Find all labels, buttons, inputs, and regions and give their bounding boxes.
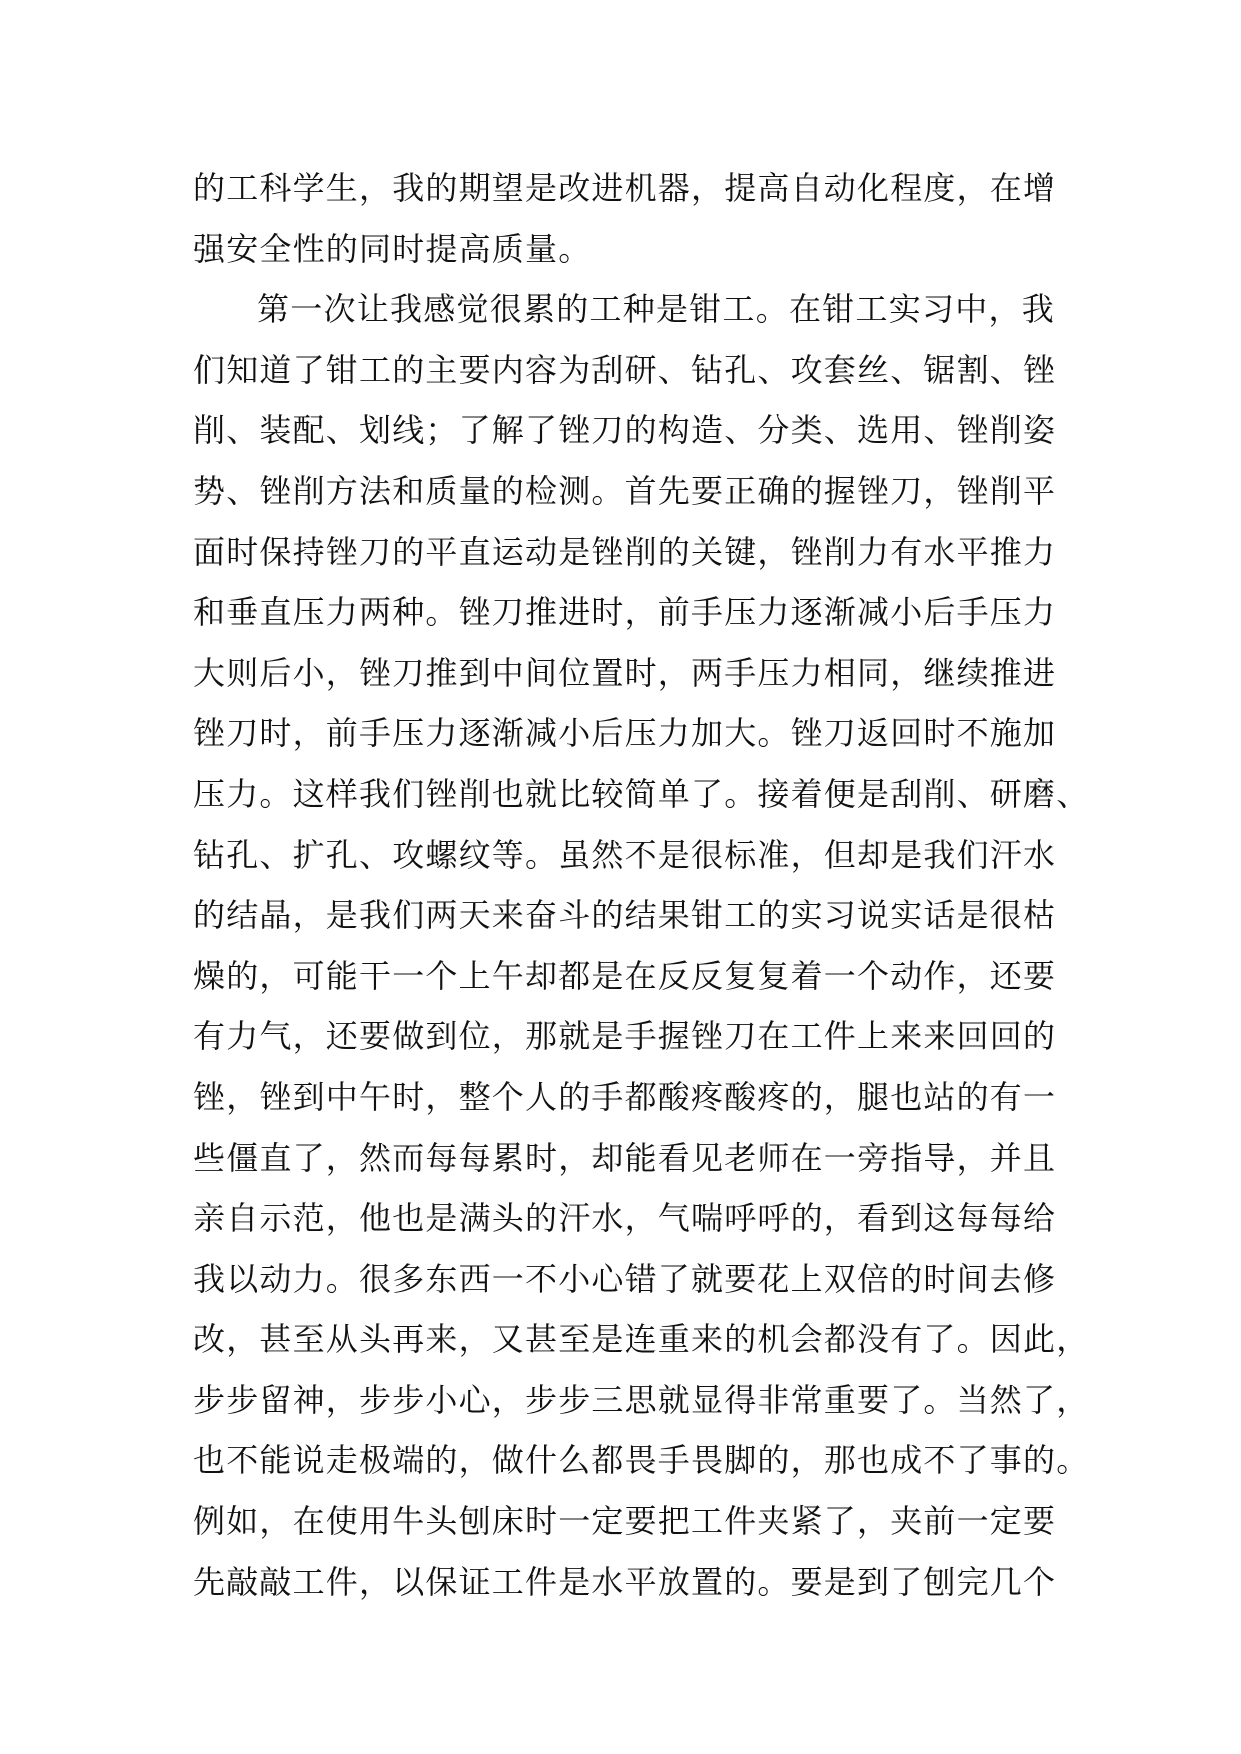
- text-line: 第一次让我感觉很累的工种是钳工。在钳工实习中，我: [257, 290, 1055, 329]
- text-line: 钻孔、扩孔、攻螺纹等。虽然不是很标准，但却是我们汗水: [193, 835, 1057, 874]
- text-line: 亲自示范，他也是满头的汗水，气喘呼呼的，看到这每每给: [193, 1199, 1057, 1238]
- text-line: 压力。这样我们锉削也就比较简单了。接着便是刮削、研磨、: [193, 774, 1090, 813]
- text-line: 面时保持锉刀的平直运动是锉削的关键，锉削力有水平推力: [193, 532, 1057, 571]
- text-line: 也不能说走极端的，做什么都畏手畏脚的，那也成不了事的。: [193, 1441, 1090, 1480]
- text-line: 有力气，还要做到位，那就是手握锉刀在工件上来来回回的: [193, 1017, 1057, 1056]
- text-line: 锉刀时，前手压力逐渐减小后压力加大。锉刀返回时不施加: [193, 714, 1057, 753]
- text-line: 大则后小，锉刀推到中间位置时，两手压力相同，继续推进: [193, 653, 1057, 692]
- text-line: 先敲敲工件，以保证工件是水平放置的。要是到了刨完几个: [193, 1562, 1057, 1601]
- text-line: 改，甚至从头再来，又甚至是连重来的机会都没有了。因此，: [193, 1320, 1090, 1359]
- text-line: 步步留神，步步小心，步步三思就显得非常重要了。当然了，: [193, 1380, 1090, 1419]
- text-line: 我以动力。很多东西一不小心错了就要花上双倍的时间去修: [193, 1259, 1057, 1298]
- text-line: 和垂直压力两种。锉刀推进时，前手压力逐渐减小后手压力: [193, 593, 1057, 632]
- text-line: 燥的，可能干一个上午却都是在反反复复着一个动作，还要: [193, 956, 1057, 995]
- paragraph-1: [193, 158, 1055, 279]
- text-line: 强安全性的同时提高质量。: [193, 229, 592, 268]
- paragraph-2: [193, 279, 1090, 1612]
- text-line: 削、装配、划线；了解了锉刀的构造、分类、选用、锉削姿: [193, 411, 1057, 450]
- text-line: 势、锉削方法和质量的检测。首先要正确的握锉刀，锉削平: [193, 471, 1057, 510]
- text-line: 的工科学生，我的期望是改进机器，提高自动化程度，在增: [193, 169, 1057, 207]
- text-line: 些僵直了，然而每每累时，却能看见老师在一旁指导，并且: [193, 1138, 1057, 1177]
- text-line: 的结晶，是我们两天来奋斗的结果钳工的实习说实话是很枯: [193, 896, 1057, 935]
- text-line: 们知道了钳工的主要内容为刮研、钻孔、攻套丝、锯割、锉: [193, 350, 1057, 389]
- text-line: 例如，在使用牛头刨床时一定要把工件夹紧了，夹前一定要: [193, 1502, 1057, 1541]
- text-line: 锉，锉到中午时，整个人的手都酸疼酸疼的，腿也站的有一: [193, 1077, 1057, 1116]
- document-body: [193, 158, 1090, 1612]
